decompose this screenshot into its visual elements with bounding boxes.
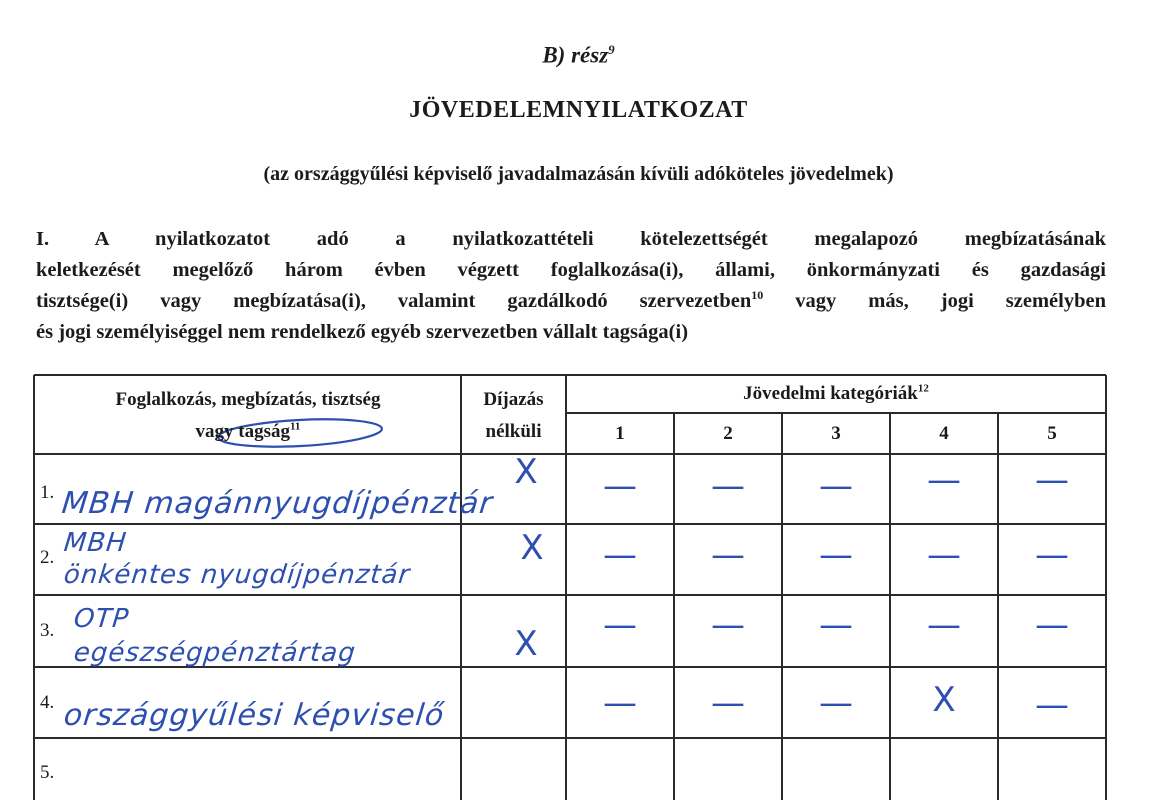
category-mark: — [1035, 460, 1069, 500]
category-mark: — [603, 683, 637, 723]
category-mark: — [819, 683, 853, 723]
row-number: 1. [40, 482, 55, 503]
category-mark: — [1035, 605, 1069, 645]
part-label: B) rész$^9$ [542, 42, 615, 68]
unpaid-mark: X [514, 624, 538, 664]
category-mark: — [927, 605, 961, 645]
row-number: 3. [40, 620, 55, 641]
section-line: I. A nyilatkozatot adó a nyilatkozattételi kötelezettségét megalapozó megbízatásának [36, 228, 1106, 250]
handwritten-entry: OTP [72, 604, 131, 634]
category-mark: — [819, 535, 853, 575]
category-mark: — [603, 605, 637, 645]
document-title: JÖVEDELEMNYILATKOZAT [409, 97, 748, 123]
category-mark: X [932, 680, 956, 720]
category-mark: — [1035, 535, 1069, 575]
category-mark: — [711, 466, 745, 506]
handwritten-entry: önkéntes nyugdíjpénztár [62, 560, 412, 590]
category-number: 4 [939, 423, 949, 444]
row-number: 4. [40, 692, 55, 713]
category-mark: — [927, 535, 961, 575]
category-mark: — [603, 535, 637, 575]
category-mark: — [1035, 685, 1069, 725]
category-mark: — [819, 466, 853, 506]
document-subtitle: (az országgyűlési képviselő javadalmazásán kívüli adóköteles jövedelmek) [263, 163, 894, 185]
header-occupation: Foglalkozás, megbízatás, tisztség vagy tagság$^{11}$ [115, 389, 381, 442]
handwritten-entry: MBH magánnyugdíjpénztár [60, 486, 495, 521]
section-line: keletkezését megelőző három évben végzett foglalkozása(i), állami, önkormányzati és gazdasági [36, 259, 1106, 281]
header-unpaid: Díjazás nélküli [483, 389, 544, 442]
unpaid-mark: X [520, 528, 544, 568]
section-line: és jogi személyiséggel nem rendelkező egyéb szervezetben vállalt tagsága(i) [36, 321, 689, 343]
category-mark: — [603, 466, 637, 506]
header-income-categories: Jövedelmi kategóriák$^{12}$ [743, 382, 929, 404]
category-mark: — [711, 683, 745, 723]
row-number: 5. [40, 762, 55, 783]
category-number: 2 [723, 423, 733, 444]
unpaid-mark: X [514, 452, 538, 492]
category-mark: — [711, 535, 745, 575]
category-mark: — [711, 605, 745, 645]
category-mark: — [927, 460, 961, 500]
handwritten-entry: országgyűlési képviselő [62, 698, 447, 733]
category-number: 1 [615, 423, 625, 444]
handwritten-entry: egészségpénztártag [72, 638, 358, 668]
section-line: tisztsége(i) vagy megbízatása(i), valamint gazdálkodó szervezetben$^{10}$ vagy más, jogi személyben [36, 288, 1106, 312]
category-mark: — [819, 605, 853, 645]
handwritten-entry: MBH [62, 528, 129, 558]
row-number: 2. [40, 547, 55, 568]
category-number: 3 [831, 423, 841, 444]
category-number: 5 [1047, 423, 1057, 444]
